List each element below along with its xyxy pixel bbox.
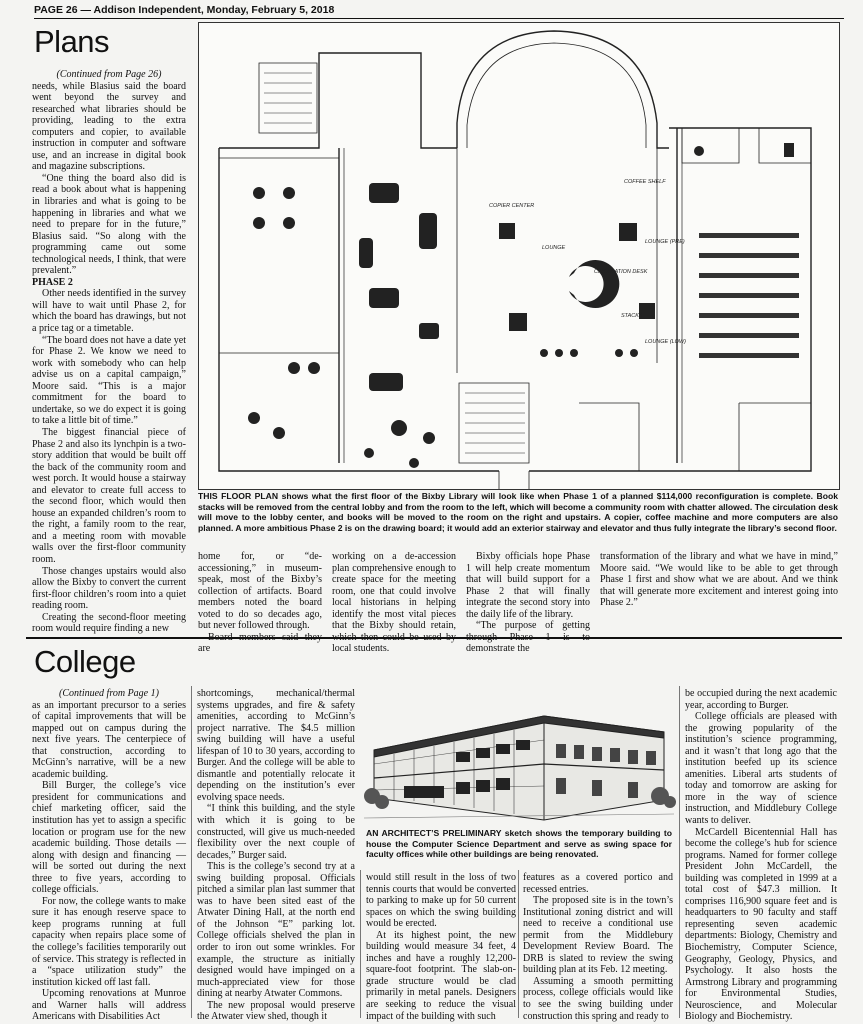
college-paragraph: Assuming a smooth permitting process, college officials would like to see the swing building under construction this spring and ready to [523,975,673,1022]
plans-paragraph: “One thing the board also did is read a book about what is happening in libraries and what is going to be happening in libraries and what we need to prepare for in the future,” Blasius said. “So along with the programming came out some technological needs, I think, that were prevalent.” [32,172,186,277]
architect-sketch-image [364,702,674,824]
plan-label-copier: COPIER CENTER [489,203,535,209]
plans-paragraph: Bixby officials hope Phase 1 will help create momentum that will build support for a Phase 2 that will finally integrate the second story into the daily life of the library. [466,551,590,620]
plans-paragraph: “The purpose of getting demonstrate the [466,620,590,655]
column-rule [191,686,192,1018]
college-headline: College [34,644,136,679]
plans-paragraph: “The board does not have a date yet for Phase 2. We know we need to work with somebody who can help advise us on a capital campaign,” Moore said. “This is a major commitment for the board to undertake, so we do expect it is going to take a little bit of time.” [32,334,186,427]
plans-paragraph: Those changes upstairs would also allow the Bixby to convert the current first-floor children’s room into a quiet reading room. [32,565,186,612]
floor-plan-drawing [199,23,839,489]
plans-paragraph: The biggest financial piece of Phase 2 and also its lynchpin is a two-story addition that would be built off the back of the community room and west porch. It would house a stairway and elevator to create full access to the second floor, which would then house an expanded children’s room to the right, a family room to the rear, and a meeting room with movable walls over the first-floor community room. [32,426,186,565]
college-paragraph: features as a covered portico and recessed entries. [523,872,673,895]
column-rule [360,870,361,1018]
college-column-3 [366,872,516,1020]
plans-column-4 [466,551,590,655]
plans-continued-line: (Continued from Page 26) [56,69,162,80]
college-column-4 [523,872,673,1020]
college-paragraph: shortcomings, mechanical/thermal systems upgrades, and fire & safety amenities, according to McGinn’s project narrative. The $4.5 million swing building will have a useful lifespan of 10 to 30 years, according to Burger. And the college will be able to dismantle and potentially relocate it depending on the institution’s ever evolving space needs. [197,688,355,803]
college-paragraph: For now, the college wants to make sure it has enough reserve space to keep programs running at full capacity when repairs place some of the college’s facilities temporarily out of service. This strategy is reflected in a “space utilization study” the institution kicked off last fall. [32,895,186,988]
plans-paragraph: transformation of the library and what we have in mind,” Moore said. “We would like to be able to get through Phase 1 first and show what we are about. And we think that will generate more excitement and interest going into Phase 2.” [600,551,838,609]
college-column-5 [685,688,837,1023]
architect-sketch-caption: AN ARCHITECT’S PRELIMINARY sketch shows the temporary building to house the Computer Science Department and serve as swing space for faculty offices while other buildings are being renovated. [366,828,672,859]
college-paragraph: The new proposal would preserve the Atwater view shed, though it [197,999,355,1023]
college-paragraph: At its highest point, the new building would measure 34 feet, 4 inches and have a roughly 12,200-square-foot footprint. The slab-on-grade structure would be clad primarily in metal panels. Designers are seeking to reduce the visual impact of the building with such [366,929,516,1022]
plans-subhead-phase-2: PHASE 2 [32,276,73,288]
plans-paragraph: working on a de-accession plan comprehensive enough to create space for the meeting room, one that could involve local historians in helping identify the most vital pieces that the Bixby should retain, local students. [332,551,456,655]
college-column-1 [32,688,186,1023]
college-paragraph: Upcoming renovations at Munroe and Warner halls will address Americans with Disabilities Act [32,988,186,1023]
floor-plan-image [198,22,840,490]
college-paragraph: College officials are pleased with the growing popularity of the institution’s science programming, and it wasn’t that long ago that the institution beefed up its science amenities. Liberal arts students of today and tomorrow are asking for more in the way of science instruction, and Middlebury College wants to deliver. [685,711,837,827]
college-continued-line: (Continued from Page 1) [59,688,159,699]
college-paragraph: “I think this building, and the style with which it is going to be constructed, will give us much-needed flexibility over the next couple of decades,” Burger said. [197,803,355,861]
plan-label-lounge: LOUNGE [542,245,566,251]
plans-paragraph: are [198,643,211,655]
plan-label-lounge-pre: LOUNGE (PRE) [645,239,685,245]
college-paragraph: would still result in the loss of two tennis courts that would be converted to parking to make up for 50 current spaces on which the swing building would be erected. [366,872,516,930]
plans-column-5 [600,551,838,627]
college-paragraph: McCardell Bicentennial Hall has become the college’s hub for science programs. Named for former college President John McCardell, the building was completed in 1999 at a total cost of $47.3 million. It comprises 116,900 square feet and is headquarters to 90 faculty and staff representing seven academic departments: Biology, Chemistry and Biochemistry, Computer Science, Geography, Geology, Physics, and Psychology. It also hosts the Armstrong Library and programming for Environmental Studies, Neuroscience, and Molecular Biology and Biochemistry. [685,826,837,1023]
plans-paragraph: home for, or “de-accessioning,” in museum-speak, most of the Bixby’s collection of artifacts. Board members noted the board voted to do so decades ago, but never followed through. [198,551,322,632]
plan-label-lounge-low: LOUNGE (LOW) [645,339,686,345]
page-folio: PAGE 26 — Addison Independent, Monday, February 5, 2018 [34,4,844,19]
plans-column-1 [32,69,186,635]
floor-plan-caption: THIS FLOOR PLAN shows what the first floor of the Bixby Library will look like when Phase 1 of a planned $114,000 reconfiguration is complete. Book stacks will be removed from the central lobby and from the room to the left, which will become a community room with chatter allowed. The circulation desk will move to the lobby center, and books will be moved to the room on the right and upstairs. A copier, coffee machine and more computers are also planned. A more ambitious Phase 2 is on the drawing board; it would add an exterior stairway and elevator and thus fully integrate the library’s second floor. [198,491,838,533]
college-paragraph: Bill Burger, the college’s vice president for communications and chief marketing officer, said the institution has yet to assign a specific location or program use for the new academic building. Those details — along with design and financing — will be sorted out during the next three to five years, according to college officials. [32,780,186,896]
plans-paragraph: Creating the second-floor meeting room would require finding a new [32,611,186,635]
plans-paragraph: Other needs identified in the survey will have to wait until Phase 2, for which the board has drawings, but not a price tag or a timetable. [32,288,186,335]
plan-label-coffee: COFFEE SHELF [624,179,666,185]
building-sketch-drawing [364,702,674,824]
college-column-2 [197,688,355,1023]
plan-label-circulation: CIRCULATION DESK [594,269,648,275]
plans-column-2 [198,551,322,655]
plan-label-stacks: STACKS [621,313,643,319]
story-divider [26,637,842,639]
plans-column-3 [332,551,456,655]
college-paragraph: as an important precursor to a series of capital improvements that will be mapped out on campus during the next five years. The centerpiece of that construction, according to McGinn’s narrative, will be a new academic building. [32,699,186,780]
plans-paragraph: needs, while Blasius said the board went beyond the survey and researched what libraries should be providing, leading to the extra computers and copier, to available instruction in computer and software use, and an increase in digital book and magazine subscriptions. [32,80,186,173]
plans-headline: Plans [34,24,110,59]
college-paragraph: The proposed site is in the town’s Institutional zoning district and will need to receive a conditional use permit from the Middlebury Development Review Board. The DRB is slated to review the swing building plan at its Feb. 12 meeting. [523,895,673,976]
column-rule [518,870,519,1018]
column-rule [679,686,680,1018]
college-paragraph: This is the college’s second try at a swing building proposal. Officials pitched a similar plan last summer that was to have been sited east of the Atwater Dining Hall, at the north end of the Johnson “E” parking lot. College officials shelved the plan in order to iron out some wrinkles. For example, the structure as initially designed would have impinged on a much-appreciated view for those dining at nearby Atwater Commons. [197,861,355,1000]
college-paragraph: be occupied during the next academic year, according to Burger. [685,688,837,711]
